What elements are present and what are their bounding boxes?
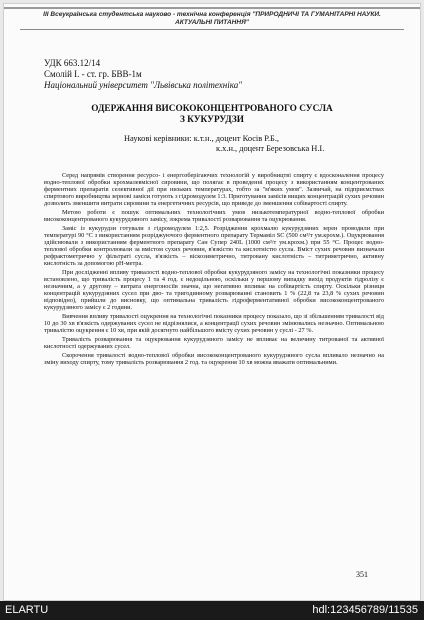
title-line-2: З КУКУРУДЗИ — [179, 115, 245, 125]
udk-code: УДК 663.12/14 — [44, 58, 101, 68]
page-number: 351 — [356, 570, 368, 579]
conference-line-1: III Всеукраїнська студентська науково - технічна конференція "ПРИРОДНИЧІ ТА ГУМАНІТАРНІ НАУКИ. — [43, 11, 381, 18]
supervisors — [124, 134, 394, 154]
article-meta — [44, 58, 374, 91]
supervisors-line-2: к.х.н., доцент Березовська Н.І. — [216, 144, 325, 153]
handle-link[interactable]: hdl:123456789/11535 — [312, 604, 418, 616]
paragraph: Вивчення впливу тривалості оцукрення на технологічні показники процесу показало, що зі збільшенням тривалості від 10 до 30 хв в'язкість одержуваних сусел не відрізнялися, а концентрації сухих речовин змінювались незначно. Оптимальною тривалістю оцукрення є 10 хв, при якій досягнуто найбільшого вмісту сухих речовин у суслі - 27 %. — [44, 313, 384, 335]
top-rule — [4, 7, 420, 9]
conference-header — [20, 11, 404, 27]
repository-name[interactable]: ELARTU — [5, 604, 49, 616]
paragraph: Тривалість розварювання та оцукрювання кукурудзяного замісу не впливає на величину титрованої та активної кислотності одержуваних сусел. — [44, 336, 384, 351]
repository-footer — [0, 601, 424, 620]
paragraph: Скорочення тривалості водно-теплової обробки висококонцентрованого кукурудзяного сусла впливало незначно на зміну виходу спирту, тому тривалість розварювання 2 год. та оцукрення 10 хв можна вважати оптимальними. — [44, 351, 384, 366]
paragraph: Метою роботи є пошук оптимальних технологічних умов низькотемпературної водно-теплової обробки висококонцентрованого кукурудзяного замісу, зокрема тривалості розварювання та оцукрювання. — [44, 209, 384, 224]
paragraph: При дослідженні впливу тривалості водно-теплової обробки кукурудзяного замісу на технологічні показники процесу встановлено, що тривалість процесу 1 та 4 год. є недоцільною, оскільки у першому випадку вихід продуктів гідролізу є незначним, а у другому – витрата енергоносіїв значна, що негативно впливає на собівартість спирту. Оскільки різниця концентрацій кукурудзяних сусел при дво- та тригодинному розварюванні становить 1 % (22,8 та 23,8 % сухих речовин відповідно), прийшли до висновку, що оптимальна тривалість гідроферментативної обробки висококонцентрованого кукурудзяного замісу є 2 години. — [44, 269, 384, 312]
header-rule — [20, 29, 404, 30]
paragraph: Серед напрямів створення ресурсо- і енергозберігаючих технологій у виробництві спирту є вдосконалення процесу водно-теплової обробки крохмалевмісної сировини, що полягає в проведенні процесу з використанням концентрованих ферментних препаратів селективної дії при низьких температурах, тобто за "м'яких умов". Зазвичай, на підприємствах спиртового виробництва зернові заміси готують з гідромодулем 1:3. Приготування замісів вищих концентрацій сухих речовин дозволить зменшити витрати сировини та енергетичних ресурсів, що приведе до зменшення собівартості спирту. — [44, 172, 384, 208]
conference-line-2: АКТУАЛЬНІ ПИТАННЯ" — [175, 19, 249, 26]
article-body — [44, 172, 384, 368]
university: Національний університет "Львівська політехніка" — [44, 80, 242, 90]
paragraph: Заміс із кукурудзи готували з гідромодулем 1:2,5. Розрідження крохмалю кукурудзяних зерен проводили при температурі 90 °С з використанням розріджуючого ферментного препарату Термаміл SC (500 см³/т ум.крохм.). Оцукрювання здійснювали з використанням ферментного препарату Сан Супер 240L (1000 см³/т ум.крохм.) при 55 °С. Процес водно-теплової обробки контролювали за вмістом сухих речовин, в'язкістю та кислотністю сусла. Вміст сухих речовин визначали рефрактометрично у фільтраті сусла, в'язкість – віскозиметрично, титровану кислотність – титриметрично, активну кислотність за допомогою рН-метра. — [44, 224, 384, 268]
title-line-1: ОДЕРЖАННЯ ВИСОКОКОНЦЕНТРОВАНОГО СУСЛА — [91, 104, 333, 114]
author: Смолій І. - ст. гр. БВВ-1м — [44, 69, 142, 79]
article-title — [44, 104, 380, 126]
document-page — [3, 3, 421, 601]
supervisors-line-1: Наукові керівники: к.т.н., доцент Косів Р.Б., — [124, 134, 280, 143]
